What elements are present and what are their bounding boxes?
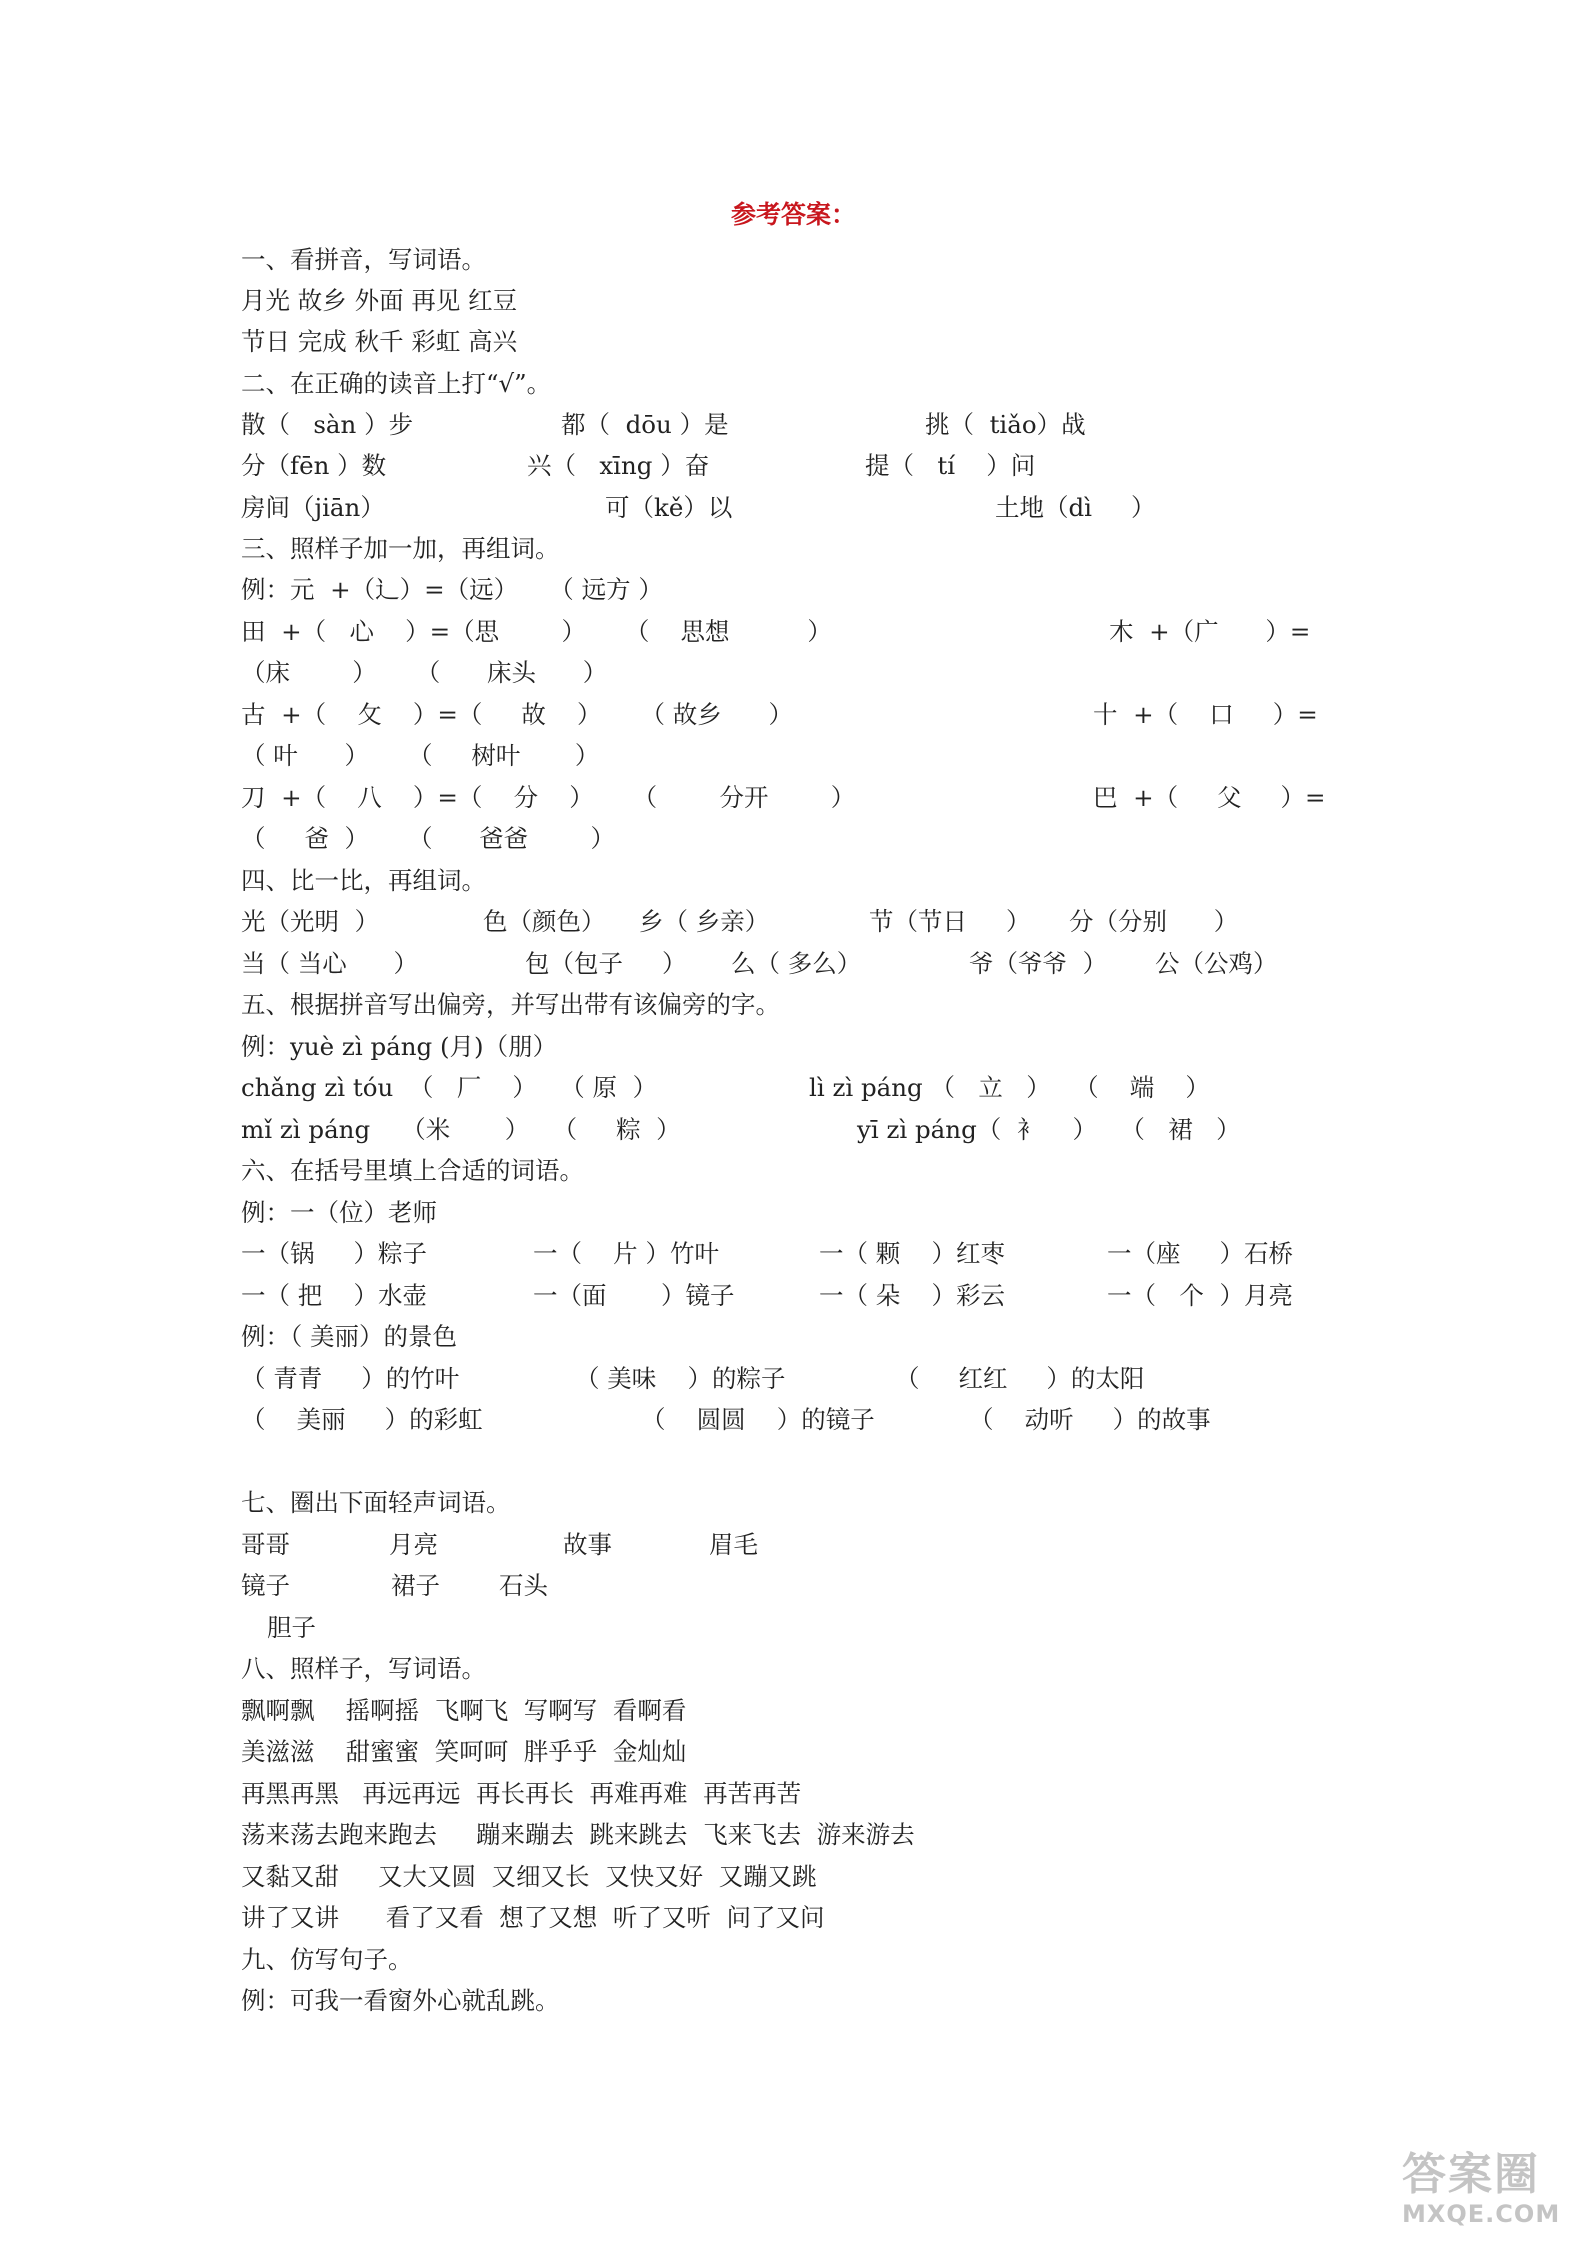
answer-segment: chǎng zì tóu （ 厂 ） （ 原 ） bbox=[241, 1073, 658, 1102]
answer-segment: 八、照样子，写词语。 bbox=[241, 1654, 486, 1683]
answer-segment: 一（ 朵 ）彩云 bbox=[819, 1281, 1005, 1310]
answer-segment: 古 +（ 攵 ）=（ 故 ） （ 故乡 ） bbox=[241, 700, 793, 729]
answer-segment: 三、照样子加一加，再组词。 bbox=[241, 534, 560, 563]
watermark-logo bbox=[1402, 2150, 1572, 2235]
answer-segment: 公（公鸡） bbox=[1155, 949, 1278, 978]
answer-segment: 再黑再黑 再远再远 再长再长 再难再难 再苦再苦 bbox=[241, 1779, 802, 1808]
answer-segment: 例：yuè zì páng (月)（朋） bbox=[241, 1032, 558, 1061]
answer-segment: 巴 +（ 父 ）= bbox=[1093, 783, 1326, 812]
answer-segment: 都（ dōu ）是 bbox=[561, 410, 729, 439]
answer-segment: 么（ 多么） bbox=[731, 949, 862, 978]
answer-segment: 爷（爷爷 ） bbox=[969, 949, 1108, 978]
answer-segment: 色（颜色） bbox=[483, 907, 606, 936]
answer-segment: 六、在括号里填上合适的词语。 bbox=[241, 1156, 584, 1185]
answer-segment: 一、看拼音，写词语。 bbox=[241, 245, 486, 274]
answer-segment: 一（面 ）镜子 bbox=[533, 1281, 735, 1310]
answer-segment: lì zì páng （ 立 ） （ 端 ） bbox=[809, 1073, 1210, 1102]
answer-segment: mǐ zì páng （米 ） （ 粽 ） bbox=[241, 1115, 681, 1144]
answer-segment: 四、比一比，再组词。 bbox=[241, 866, 486, 895]
answer-segment: 例：可我一看窗外心就乱跳。 bbox=[241, 1986, 560, 2015]
answer-segment: 可（kě）以 bbox=[605, 493, 733, 522]
answer-segment: （ 美丽 ）的彩虹 bbox=[241, 1405, 483, 1434]
answer-segment: 散（ sàn ）步 bbox=[241, 410, 414, 439]
answer-segment: 刀 +（ 八 ）=（ 分 ） （ 分开 ） bbox=[241, 783, 856, 812]
answer-segment: 九、仿写句子。 bbox=[241, 1945, 413, 1974]
answer-segment: 节日 完成 秋千 彩虹 高兴 bbox=[241, 327, 518, 356]
answer-segment: 一（ 把 ）水壶 bbox=[241, 1281, 427, 1310]
answer-segment: 例：一（位）老师 bbox=[241, 1198, 437, 1227]
watermark-url: MXQE.COM bbox=[1402, 2200, 1561, 2228]
answer-segment: 挑（ tiǎo）战 bbox=[925, 410, 1086, 439]
answer-segment: 月光 故乡 外面 再见 红豆 bbox=[241, 286, 518, 315]
answer-segment: 哥哥 bbox=[241, 1530, 290, 1559]
answer-segment: 讲了又讲 看了又看 想了又想 听了又听 问了又问 bbox=[241, 1903, 825, 1932]
answer-segment: 二、在正确的读音上打“√”。 bbox=[241, 369, 552, 398]
answer-segment: （ 青青 ）的竹叶 bbox=[241, 1364, 460, 1393]
answer-segment: 美滋滋 甜蜜蜜 笑呵呵 胖乎乎 金灿灿 bbox=[241, 1737, 687, 1766]
answer-segment: yī zì páng（ 衤 ） （ 裙 ） bbox=[857, 1115, 1241, 1144]
answer-segment: 例：元 +（辶）=（远） （ 远方 ） bbox=[241, 575, 663, 604]
answer-segment: 兴（ xīng ）奋 bbox=[527, 451, 710, 480]
answer-segment: 荡来荡去跑来跑去 蹦来蹦去 跳来跳去 飞来飞去 游来游去 bbox=[241, 1820, 915, 1849]
answer-segment: 土地（dì ） bbox=[995, 493, 1156, 522]
answer-segment: 一（ 个 ）月亮 bbox=[1107, 1281, 1293, 1310]
answer-segment: （ 爸 ） （ 爸爸 ） bbox=[241, 824, 615, 853]
answer-segment: 五、根据拼音写出偏旁，并写出带有该偏旁的字。 bbox=[241, 990, 780, 1019]
answer-segment: 当（ 当心 ） bbox=[241, 949, 419, 978]
answer-segment: 七、圈出下面轻声词语。 bbox=[241, 1488, 511, 1517]
answer-segment: （ 动听 ）的故事 bbox=[969, 1405, 1211, 1434]
answer-segment: 眉毛 bbox=[709, 1530, 758, 1559]
answer-segment: 分（分别 ） bbox=[1069, 907, 1239, 936]
answer-segment: （ 红红 ）的太阳 bbox=[895, 1364, 1145, 1393]
answer-segment: 一（ 颗 ）红枣 bbox=[819, 1239, 1005, 1268]
answer-segment: 一（ 片 ）竹叶 bbox=[533, 1239, 719, 1268]
answer-segment: （床 ） （ 床头 ） bbox=[241, 658, 608, 687]
answer-segment: 胆子 bbox=[267, 1613, 316, 1642]
answer-segment: 又黏又甜 又大又圆 又细又长 又快又好 又蹦又跳 bbox=[241, 1862, 817, 1891]
answer-segment: 分（fēn ）数 bbox=[241, 451, 387, 480]
answer-segment: 节（节日 ） bbox=[869, 907, 1031, 936]
answer-segment: 包（包子 ） bbox=[525, 949, 687, 978]
answer-segment: 十 +（ 口 ）= bbox=[1093, 700, 1318, 729]
answer-segment: （ 圆圆 ）的镜子 bbox=[641, 1405, 875, 1434]
answer-segment: 木 +（广 ）= bbox=[1109, 617, 1311, 646]
answer-segment: 镜子 bbox=[241, 1571, 290, 1600]
answer-segment: 田 +（ 心 ）=（思 ） （ 思想 ） bbox=[241, 617, 832, 646]
answer-segment: 提（ tí ）问 bbox=[865, 451, 1036, 480]
answer-segment: 乡（ 乡亲） bbox=[639, 907, 770, 936]
answer-segment: 月亮 bbox=[389, 1530, 438, 1559]
answer-segment: 石头 bbox=[499, 1571, 548, 1600]
answer-segment: 裙子 bbox=[391, 1571, 440, 1600]
answer-segment: 例：（ 美丽）的景色 bbox=[241, 1322, 458, 1351]
answer-segment: 故事 bbox=[563, 1530, 612, 1559]
answer-segment: 飘啊飘 摇啊摇 飞啊飞 写啊写 看啊看 bbox=[241, 1696, 687, 1725]
watermark-logo-text: 答案圈 bbox=[1402, 2149, 1540, 2200]
page-title: 参考答案： bbox=[730, 200, 856, 229]
answer-segment: 房间（jiān） bbox=[241, 493, 385, 522]
answer-segment: 光（光明 ） bbox=[241, 907, 380, 936]
answer-segment: （ 美味 ）的粽子 bbox=[575, 1364, 786, 1393]
answer-segment: （ 叶 ） （ 树叶 ） bbox=[241, 741, 600, 770]
answer-segment: 一（锅 ）粽子 bbox=[241, 1239, 427, 1268]
answer-segment: 一（座 ）石桥 bbox=[1107, 1239, 1293, 1268]
